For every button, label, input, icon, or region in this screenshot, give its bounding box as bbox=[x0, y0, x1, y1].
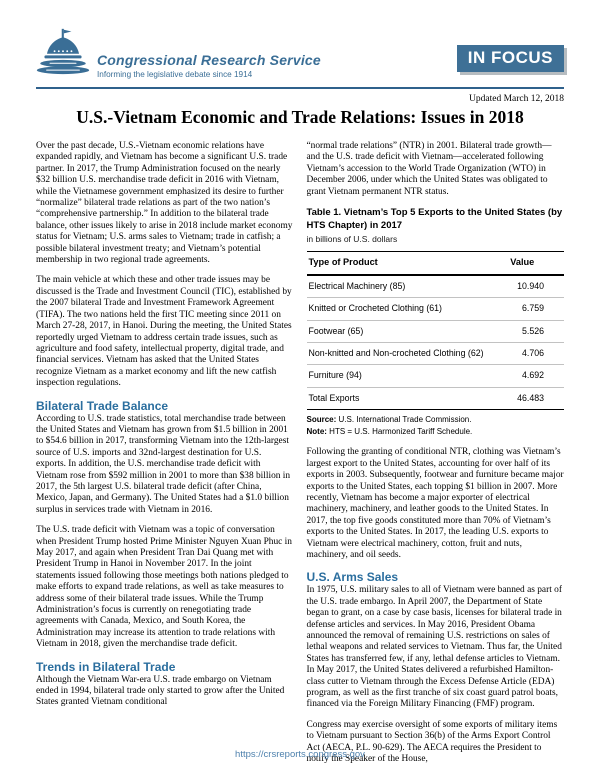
table-row bbox=[307, 343, 565, 365]
product-cell: Furniture (94) bbox=[307, 365, 509, 387]
value-cell: 4.706 bbox=[508, 343, 564, 365]
heading-us-arms-sales: U.S. Arms Sales bbox=[306, 570, 399, 585]
org-name: Congressional Research Service bbox=[97, 52, 321, 68]
source-label: Source: bbox=[306, 415, 337, 425]
value-cell: 6.759 bbox=[508, 298, 564, 320]
org-tagline: Informing the legislative debate since 1914 bbox=[97, 70, 253, 79]
heading-bilateral-trade-balance: Bilateral Trade Balance bbox=[36, 398, 169, 413]
header-divider bbox=[36, 87, 564, 89]
intro-paragraph: Over the past decade, U.S.-Vietnam economic relations have expanded rapidly, and Vietnam has become a significant U.S. trade partner. In 2017, the Trump Administration focused on the nearly $32 billion U.S. merchandise trade deficit in 2016 with Vietnam, while the Vietnamese government emphasized its desire to further “normalize” bilateral trade relations as part of the two nation’s “comprehensive partnership.” In addition to the bilateral trade balance, other issues likely to arise in 2018 include market economy status for Vietnam; U.S. arms sales to Vietnam; trade in catfish; a possible bilateral investment treaty; and Vietnam’s potential membership in two regional trade agreements. bbox=[36, 141, 293, 266]
note-label: Note: bbox=[306, 426, 327, 436]
column-header-product: Type of Product bbox=[307, 252, 509, 275]
left-column bbox=[36, 141, 294, 774]
updated-date: Updated March 12, 2018 bbox=[469, 94, 564, 104]
exports-growth-paragraph: Following the granting of conditional NTR, clothing was Vietnam’s largest export to the United States, accounting for over half of its exports in 2003. Subsequently, footwear and furniture became major exports to the United States, each topping $1 billion in 2007. More recently, Vietnam has become a major exporter of electrical machinery, machinery, and leather goods to the United States. In 2017, the top five goods constituted more than 70% of Vietnam’s exports to the United States. In 2017, the leading U.S. exports to Vietnam were electrical machinery, cotton, fruit and nuts, machinery, and oil seeds. bbox=[306, 447, 564, 560]
arms-sales-paragraph: In 1975, U.S. military sales to all of Vietnam were banned as part of the U.S. trade embargo. In April 2007, the Department of State began to grant, on a case by case basis, licenses for bilateral trade in defense articles and services. In May 2016, President Obama announced the removal of remaining U.S. restrictions on sales of lethal weapons and related services to Vietnam. Thus far, the United States has transferred few, if any, lethal defense articles to Vietnam. In May 2017, the United States delivered a refurbished Hamilton-class cutter to Vietnam through the Excess Defense Article (EDA) program, as well as the first tranche of six coast guard patrol boats, financed via the Foreign Military Financing (FMF) program. bbox=[306, 585, 562, 710]
table-row bbox=[307, 275, 565, 298]
table-note bbox=[307, 426, 565, 438]
header bbox=[36, 28, 564, 82]
table-subtitle: in billions of U.S. dollars bbox=[306, 234, 398, 245]
congress-oversight-paragraph: Congress may exercise oversight of some exports of military items to Vietnam pursuant to Section 36(b) of the Arms Export Control Act (AECA, P.L. 90-629). The AECA requires the President to notify the Speaker of the House, bbox=[306, 719, 558, 765]
right-column bbox=[307, 141, 565, 774]
body-columns bbox=[36, 141, 564, 774]
table-row bbox=[307, 365, 565, 387]
note-text: HTS = U.S. Harmonized Tariff Schedule. bbox=[326, 426, 473, 436]
crs-logo bbox=[36, 28, 321, 82]
trade-deficit-paragraph: The U.S. trade deficit with Vietnam was a topic of conversation when President Trump hosted Prime Minister Nguyen Xuan Phuc in May 2017, and again when President Tran Dai Quang met with President Trump in Hanoi in November 2017. In the joint statements issued following those meetings both nations pledged to make efforts to expand trade relations, as well as take measures to address some of their bilateral trade issues. While the Trump Administration’s focus is currently on renegotiating trade agreements with Canada, Mexico, and South Korea, the Administration may increase its attention to trade relations with Vietnam in 2018, given the merchandise trade deficit. bbox=[36, 525, 292, 650]
product-cell: Footwear (65) bbox=[307, 320, 509, 342]
in-focus-badge: IN FOCUS bbox=[457, 45, 564, 72]
exports-table bbox=[307, 251, 565, 410]
table-header-row bbox=[307, 252, 565, 275]
source-text: U.S. International Trade Commission. bbox=[336, 415, 472, 425]
logo-text bbox=[97, 52, 321, 82]
trends-paragraph: Although the Vietnam War-era U.S. trade embargo on Vietnam ended in 1994, bilateral trade only started to grow after the United States granted Vietnam conditional bbox=[36, 674, 285, 708]
value-cell: 5.526 bbox=[508, 320, 564, 342]
table-total-row bbox=[307, 387, 565, 409]
product-cell: Knitted or Crocheted Clothing (61) bbox=[307, 298, 509, 320]
value-cell: 10.940 bbox=[517, 280, 544, 291]
table-source bbox=[307, 414, 565, 426]
product-cell: Total Exports bbox=[307, 387, 509, 409]
value-cell: 46.483 bbox=[508, 387, 564, 409]
table-1-block bbox=[307, 207, 565, 437]
column-header-value: Value bbox=[508, 252, 564, 275]
table-row bbox=[307, 320, 565, 342]
table-title: Table 1. Vietnam’s Top 5 Exports to the United States (by HTS Chapter) in 2017 bbox=[306, 207, 563, 231]
page-title: U.S.-Vietnam Economic and Trade Relations: Issues in 2018 bbox=[76, 107, 524, 127]
heading-trends-in-bilateral-trade: Trends in Bilateral Trade bbox=[36, 659, 176, 674]
table-source-note bbox=[307, 414, 565, 437]
footer bbox=[0, 749, 600, 760]
trade-statistics-paragraph: According to U.S. trade statistics, total merchandise trade between the United States and Vietnam has grown from $1.5 billion in 2001 to $54.6 billion in 2017, transforming Vietnam into the 12th-largest source of U.S. imports and 32nd-largest destination for U.S. exports. In addition, the U.S. merchandise trade deficit with Vietnam rose from $592 million in 2001 to more than $38 billion in 2017, the 5th largest U.S. bilateral trade deficit (after China, Mexico, Japan, and Germany). The United States had a $1.0 billion surplus in services trade with Vietnam in 2016. bbox=[36, 413, 291, 515]
product-cell: Electrical Machinery (85) bbox=[308, 280, 406, 291]
ntr-paragraph: “normal trade relations” (NTR) in 2001. Bilateral trade growth—and the U.S. trade deficit with Vietnam—accelerated following Vietnam’s accession to the World Trade Organization (WTO) in December 2006, under which the United States was obligated to grant Vietnam permanent NTR status. bbox=[306, 141, 552, 197]
table-row bbox=[307, 298, 565, 320]
value-cell: 4.692 bbox=[508, 365, 564, 387]
tic-paragraph: The main vehicle at which these and other trade issues may be discussed is the Trade and Investment Council (TIC), established by the 2007 bilateral Trade and Investment Framework Agreement (TIFA). The two nations held the first TIC meeting since 2011 on March 27-28, 2017, in Hanoi. During the meeting, the United States reportedly urged Vietnam to address certain trade issues, such as agriculture and food safety, intellectual property, digital trade, and financial services. Vietnam has asked that the United States recognize Vietnam as a market economy and lift the new catfish inspection regulations. bbox=[36, 275, 292, 389]
crs-reports-link[interactable]: https://crsreports.congress.gov bbox=[235, 749, 365, 760]
product-cell: Non-knitted and Non-crocheted Clothing (62) bbox=[307, 343, 509, 365]
capitol-dome-icon bbox=[36, 28, 90, 82]
